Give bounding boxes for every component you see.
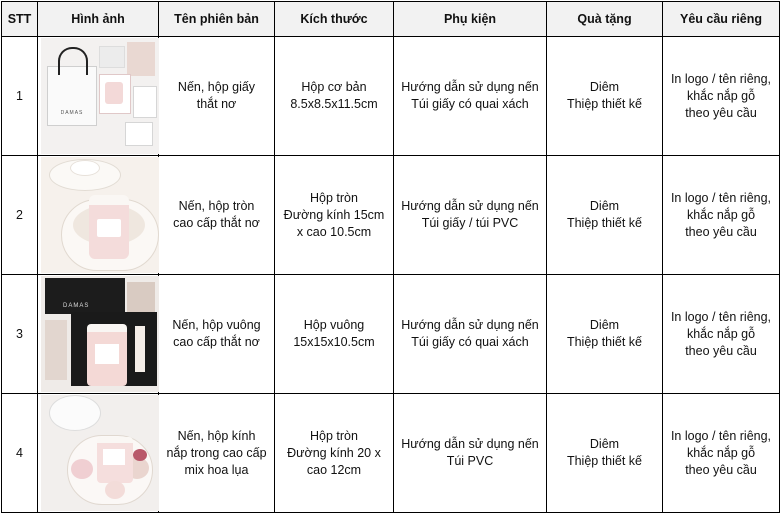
- cell-image: [38, 37, 159, 156]
- header-row: [2, 2, 780, 37]
- cell-stt: 2: [2, 156, 38, 275]
- text-line: Túi giấy có quai xách: [411, 97, 529, 111]
- text-line: Hướng dẫn sử dụng nến: [401, 318, 539, 332]
- text-line: In logo / tên riêng,: [670, 71, 772, 86]
- cell-version-name: [159, 37, 275, 156]
- header-image: Hình ảnh: [38, 2, 159, 37]
- cell-special-request: [663, 37, 780, 156]
- text-line: Diêm: [589, 318, 620, 332]
- text-line: khắc nắp gỗ: [686, 88, 756, 103]
- cell-image: [38, 156, 159, 275]
- text-line: nắp trong cao cấp: [166, 445, 267, 460]
- text-line: 8.5x8.5x11.5cm: [290, 97, 378, 111]
- text-line: Hộp tròn: [310, 428, 358, 443]
- cell-image: [38, 394, 159, 513]
- cell-size: [275, 275, 394, 394]
- cell-special-request: [663, 275, 780, 394]
- text-line: Hướng dẫn sử dụng nến: [401, 80, 539, 94]
- cell-size: [275, 394, 394, 513]
- cell-gift: [547, 394, 663, 513]
- cell-image: [38, 275, 159, 394]
- text-line: Hộp vuông: [303, 318, 365, 332]
- box-brand-text: DAMAS: [63, 303, 90, 309]
- header-size: Kích thước: [275, 2, 394, 37]
- cell-version-name: [159, 394, 275, 513]
- text-line: Túi PVC: [446, 454, 494, 468]
- text-line: In logo / tên riêng,: [670, 309, 772, 324]
- header-version-name: Tên phiên bản: [159, 2, 275, 37]
- cell-stt: 3: [2, 275, 38, 394]
- text-line: In logo / tên riêng,: [670, 190, 772, 205]
- text-line: Diêm: [589, 80, 620, 94]
- text-line: theo yêu cầu: [685, 343, 757, 358]
- product-photo-square-box: [41, 276, 159, 392]
- text-line: Thiệp thiết kế: [566, 216, 643, 230]
- cell-stt: 1: [2, 37, 38, 156]
- cell-size: [275, 156, 394, 275]
- text-line: theo yêu cầu: [685, 224, 757, 239]
- text-line: Nến, hộp giấy: [177, 80, 256, 94]
- text-line: khắc nắp gỗ: [686, 326, 756, 341]
- text-line: Nến, hộp vuông: [172, 318, 261, 332]
- text-line: x cao 10.5cm: [296, 224, 372, 239]
- text-line: 15x15x10.5cm: [293, 335, 375, 349]
- table-row: [2, 394, 780, 513]
- cell-special-request: [663, 394, 780, 513]
- header-gift: Quà tặng: [547, 2, 663, 37]
- cell-gift: [547, 275, 663, 394]
- text-line: theo yêu cầu: [685, 105, 757, 120]
- table-row: [2, 275, 780, 394]
- header-accessories: Phụ kiện: [394, 2, 547, 37]
- text-line: Nến, hộp kính: [177, 428, 256, 443]
- text-line: cao cấp thắt nơ: [173, 335, 260, 349]
- cell-stt: 4: [2, 394, 38, 513]
- text-line: mix hoa lụa: [184, 462, 249, 477]
- text-line: cao 12cm: [306, 462, 362, 477]
- cell-special-request: [663, 156, 780, 275]
- text-line: thắt nơ: [196, 97, 237, 111]
- text-line: Thiệp thiết kế: [566, 335, 643, 349]
- text-line: Đường kính 20 x: [287, 445, 381, 460]
- text-line: Hộp cơ bản: [301, 80, 367, 94]
- text-line: Diêm: [589, 199, 620, 213]
- text-line: Túi giấy có quai xách: [411, 335, 529, 349]
- text-line: khắc nắp gỗ: [686, 207, 756, 222]
- table-row: [2, 37, 780, 156]
- text-line: In logo / tên riêng,: [670, 428, 772, 443]
- bag-brand-text: DAMAS: [60, 110, 84, 116]
- cell-accessories: [394, 37, 547, 156]
- text-line: Túi giấy / túi PVC: [421, 216, 519, 230]
- text-line: Hướng dẫn sử dụng nến: [401, 199, 539, 213]
- product-photo-glass-box: [41, 395, 159, 511]
- text-line: cao cấp thắt nơ: [173, 216, 260, 230]
- cell-accessories: [394, 156, 547, 275]
- text-line: Hướng dẫn sử dụng nến: [401, 437, 539, 451]
- cell-gift: [547, 156, 663, 275]
- product-photo-paper-box: [41, 38, 159, 154]
- product-photo-round-box: [41, 157, 159, 273]
- cell-accessories: [394, 275, 547, 394]
- cell-accessories: [394, 394, 547, 513]
- cell-version-name: [159, 156, 275, 275]
- header-stt: STT: [2, 2, 38, 37]
- cell-size: [275, 37, 394, 156]
- header-special-request: Yêu cầu riêng: [663, 2, 780, 37]
- text-line: Diêm: [589, 437, 620, 451]
- text-line: Hộp tròn: [310, 190, 358, 205]
- text-line: Thiệp thiết kế: [566, 454, 643, 468]
- product-spec-table: [1, 1, 780, 513]
- table-row: [2, 156, 780, 275]
- cell-version-name: [159, 275, 275, 394]
- text-line: Thiệp thiết kế: [566, 97, 643, 111]
- text-line: theo yêu cầu: [685, 462, 757, 477]
- text-line: khắc nắp gỗ: [686, 445, 756, 460]
- text-line: Đường kính 15cm: [283, 207, 385, 222]
- cell-gift: [547, 37, 663, 156]
- text-line: Nến, hộp tròn: [178, 199, 255, 213]
